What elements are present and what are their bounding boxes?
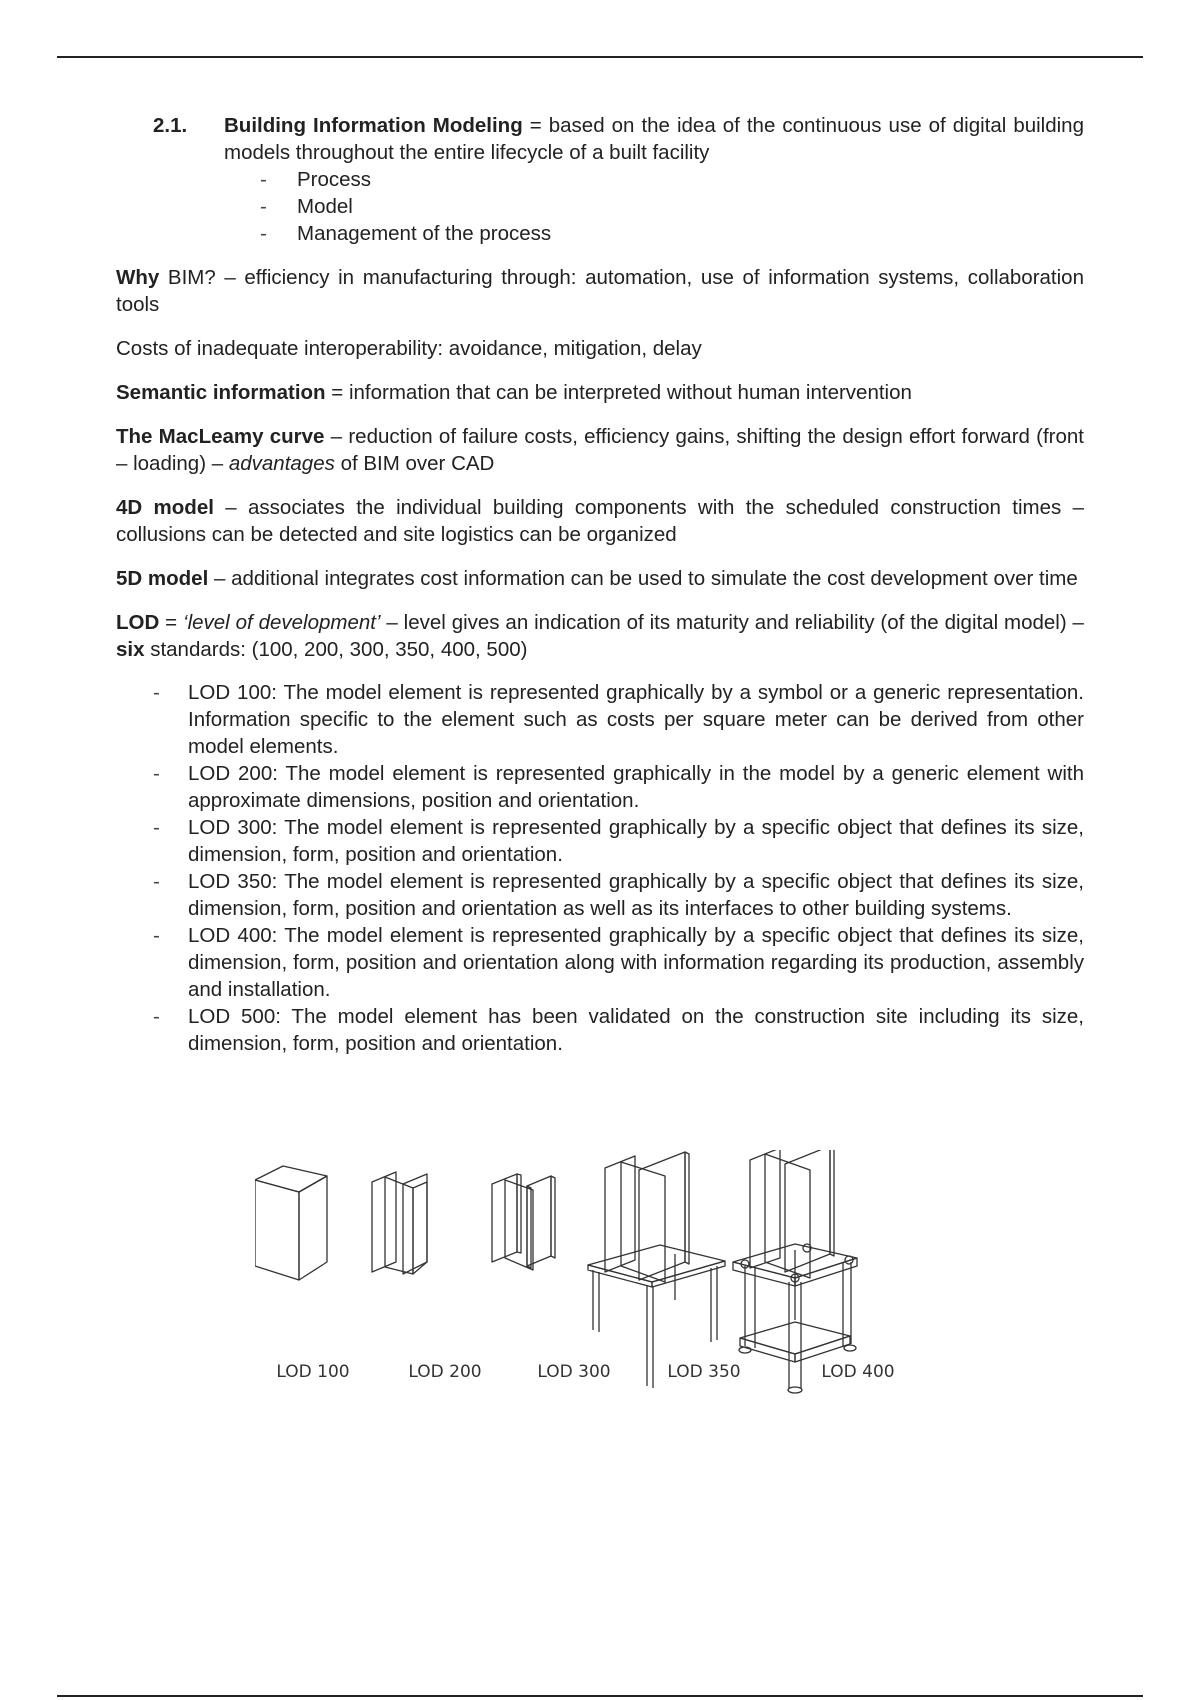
list-item: - LOD 350: The model element is represented graphically by a specific object that defines its size, dimension, form, position and orientation as well as its interfaces to other building systems. — [116, 868, 1084, 922]
lod-300-column-drawing — [492, 1174, 555, 1270]
4d-model-paragraph: 4D model – associates the individual building components with the scheduled construction times – collusions can be detected and site logistics can be organized — [116, 496, 1084, 546]
section-number: 2.1. — [153, 114, 188, 137]
dash-bullet: - — [153, 816, 160, 839]
section-definition — [224, 112, 1084, 247]
section-term: Building Information Modeling — [224, 114, 523, 137]
list-item: - LOD 200: The model element is represented graphically in the model by a generic element with approximate dimensions, position and orientation. — [116, 760, 1084, 814]
dash-bullet: - — [153, 870, 160, 893]
macleamy-curve-paragraph: The MacLeamy curve – reduction of failure costs, efficiency gains, shifting the design effort forward (front – loading) – advantages of BIM over CAD — [116, 425, 1085, 475]
list-item: - LOD 100: The model element is represented graphically by a symbol or a generic representation. Information specific to the element such as costs per square meter can be derived from other model elements. — [116, 679, 1084, 760]
list-item: - LOD 400: The model element is represented graphically by a specific object that defines its size, dimension, form, position and orientation along with information regarding its production, assembly and installation. — [116, 922, 1084, 1003]
document-body — [116, 112, 1084, 1057]
lod-200-label: LOD 200 — [408, 1362, 482, 1382]
dash-bullet: - — [153, 924, 160, 947]
dash-bullet: - — [153, 1005, 160, 1028]
costs-paragraph: Costs of inadequate interoperability: avoidance, mitigation, delay — [116, 337, 702, 360]
list-item: - Process — [254, 166, 1084, 193]
lod-100-block-drawing — [255, 1166, 327, 1280]
list-item: - Management of the process — [254, 220, 1084, 247]
bottom-rule — [57, 1695, 1143, 1697]
dash-bullet: - — [153, 762, 160, 785]
lod-350-column-with-base-drawing — [588, 1152, 725, 1388]
dash-bullet: - — [260, 195, 267, 218]
bim-aspects-list — [224, 166, 1084, 247]
5d-model-paragraph: 5D model – additional integrates cost information can be used to simulate the cost development over time — [116, 567, 1078, 590]
lod-100-label: LOD 100 — [276, 1362, 350, 1382]
lod-350-label: LOD 350 — [667, 1362, 741, 1382]
dash-bullet: - — [153, 681, 160, 704]
top-rule — [57, 56, 1143, 58]
lod-400-label: LOD 400 — [821, 1362, 895, 1382]
lod-400-detailed-column-drawing — [733, 1150, 857, 1393]
lod-paragraph: LOD = ‘level of development’ – level gives an indication of its maturity and reliability (of the digital model) – six standards: (100, 200, 300, 350, 400, 500) — [116, 611, 1084, 661]
lod-200-generic-column-drawing — [372, 1172, 427, 1274]
lod-levels-list — [116, 679, 1084, 1057]
list-item: - LOD 500: The model element has been validated on the construction site including its size, dimension, form, position and orientation. — [116, 1003, 1084, 1057]
section-definition-text: = based on the idea of the continuous use of digital building models throughout the entire lifecycle of a built facility — [224, 114, 1084, 164]
lod-300-label: LOD 300 — [537, 1362, 611, 1382]
dash-bullet: - — [260, 168, 267, 191]
section-heading — [116, 112, 1084, 247]
list-item: - Model — [254, 193, 1084, 220]
semantic-information-paragraph: Semantic information = information that can be interpreted without human intervention — [116, 381, 912, 404]
why-bim-paragraph: Why BIM? – efficiency in manufacturing through: automation, use of information systems, collaboration tools — [116, 266, 1084, 316]
dash-bullet: - — [260, 222, 267, 245]
list-item: - LOD 300: The model element is represented graphically by a specific object that defines its size, dimension, form, position and orientation. — [116, 814, 1084, 868]
